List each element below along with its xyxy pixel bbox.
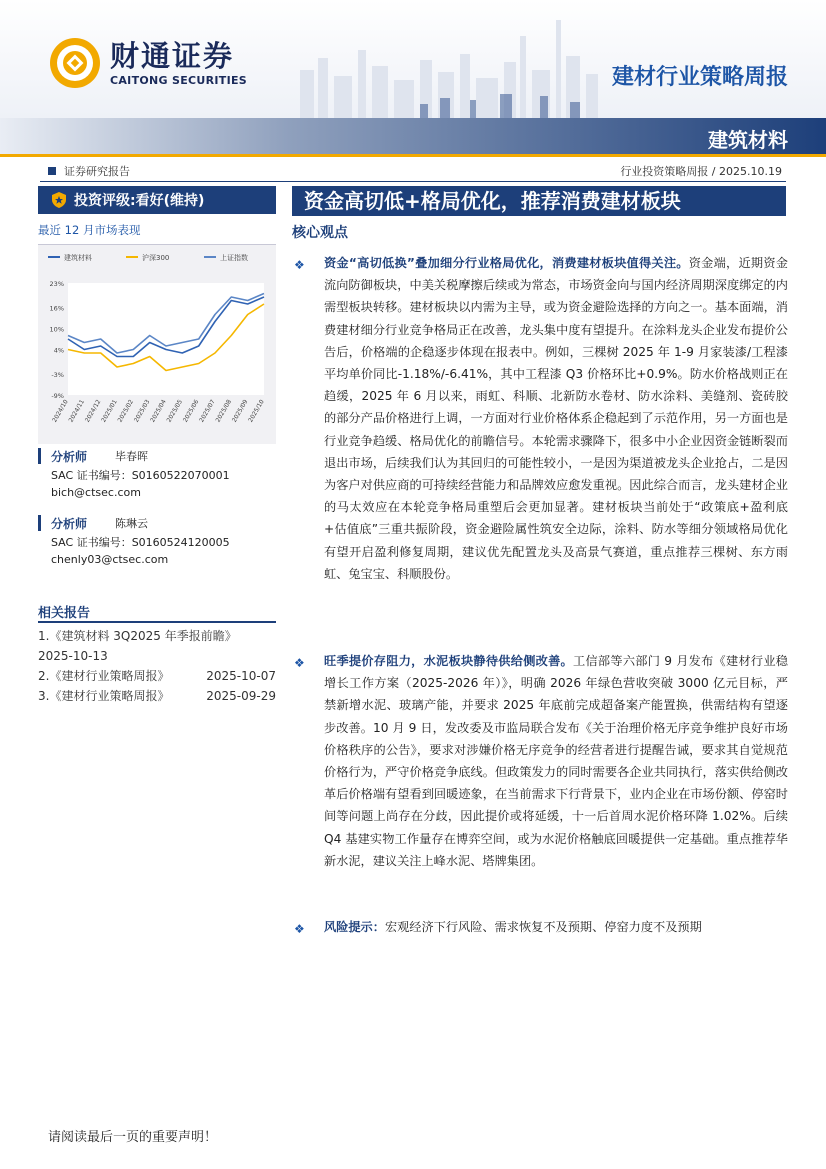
performance-title: 最近 12 月市场表现: [38, 223, 141, 237]
related-report-date-row: [38, 646, 276, 666]
y-tick-label: 23%: [49, 280, 64, 288]
related-report-title: 1.《建筑材料 3Q2025 年季报前瞻》: [38, 629, 237, 643]
x-tick-label: 2024/12: [83, 398, 103, 424]
related-report-item[interactable]: [38, 686, 276, 706]
core-view-1: [294, 252, 788, 585]
sector-tag: 建筑材料: [708, 128, 788, 152]
performance-chart-svg: [38, 245, 276, 445]
analyst-label: 分析师: [51, 516, 88, 531]
x-tick-label: 2025/04: [149, 398, 168, 424]
report-type-title: 建材行业策略周报: [611, 65, 788, 90]
report-series-date: 行业投资策略周报 / 2025.10.19: [620, 165, 782, 178]
analyst-card-1: [38, 448, 276, 499]
analyst-name: 陈琳云: [115, 517, 148, 530]
related-report-title: 3.《建材行业策略周报》: [38, 689, 170, 703]
related-report-item[interactable]: [38, 626, 276, 646]
square-bullet-icon: [48, 167, 56, 175]
sub-header-row: [40, 163, 786, 181]
analyst-cert: SAC 证书编号：S0160522070001: [51, 469, 230, 482]
risk-warning: [294, 916, 788, 938]
diamond-bullet-icon: ❖: [294, 656, 305, 670]
x-tick-label: 2025/10: [247, 398, 266, 424]
brand-name-cn: 财通证券: [110, 38, 235, 73]
risk-text: 宏观经济下行风险、需求恢复不及预期、停窑力度不及预期: [384, 920, 702, 934]
legend-label: 上证指数: [220, 254, 248, 262]
x-tick-label: 2025/07: [198, 398, 217, 424]
related-report-date: 2025-09-29: [206, 689, 276, 703]
x-tick-label: 2024/11: [67, 398, 87, 424]
page-header: [0, 0, 826, 162]
analyst-email[interactable]: chenly03@ctsec.com: [51, 553, 169, 566]
rating-label: 投资评级:看好(维持): [74, 193, 205, 209]
rating-bar: [38, 186, 276, 214]
x-tick-label: 2025/03: [132, 398, 152, 424]
x-tick-label: 2025/01: [100, 398, 119, 424]
report-headline: 资金高切低+格局优化，推荐消费建材板块: [292, 186, 786, 216]
related-reports-title: 相关报告: [38, 606, 91, 621]
core-view-lead: 旺季提价存阻力，水泥板块静待供给侧改善。: [324, 654, 574, 668]
x-tick-label: 2025/05: [165, 398, 185, 424]
core-view-2: [294, 650, 788, 872]
divider: [38, 621, 276, 623]
legend-label: 沪深300: [142, 254, 170, 262]
risk-lead: 风险提示：: [324, 920, 385, 934]
y-tick-label: 4%: [53, 346, 64, 355]
divider: [40, 181, 786, 182]
analyst-label: 分析师: [51, 449, 88, 464]
analyst-email[interactable]: bich@ctsec.com: [51, 486, 141, 499]
y-tick-label: 16%: [49, 304, 64, 313]
core-view-text: 工信部等六部门 9 月发布《建材行业稳增长工作方案（2025-2026 年）》，明确 2026 年绿色营收突破 3000 亿元目标，严禁新增水泥、玻璃产能，并要求 2025 年底前完成超备案产能置换，供需结构有望逐步改善。10 月 9 日，发改委及市监局联合发布《关于治理价格无序竞争维护良好市场价格秩序的公告》，要求对涉嫌价格无序竞争的经营者进行提醒告诫，要求其自觉规范价格行为，严守价格竞争底线。但政策发力的同时需要各企业共同执行，落实供给侧改革后价格端有望看到回暖迹象，在当前需求下行背景下，业内企业在市场份额、停窑时间等问题上尚存在分歧，因此提价或将延缓，十一后首周水泥价格环降 1.02%。后续 Q4 基建实物工作量存在博弈空间，或为水泥价格触底回暖提供一定基础。重点推荐华新水泥，建议关注上峰水泥、塔牌集团。: [324, 654, 788, 868]
related-report-item[interactable]: [38, 666, 276, 686]
related-report-date: 2025-10-07: [206, 669, 276, 683]
legend-label: 建筑材料: [64, 254, 92, 262]
core-view-lead: 资金“高切低换”叠加细分行业格局优化，消费建材板块值得关注。: [324, 256, 689, 270]
analyst-name: 毕春晖: [115, 450, 148, 463]
related-reports-list: [38, 626, 276, 706]
x-tick-label: 2025/02: [116, 398, 136, 424]
y-tick-label: -9%: [51, 392, 64, 400]
diamond-bullet-icon: ❖: [294, 922, 305, 936]
research-report-label: 证券研究报告: [64, 165, 130, 178]
core-views-title: 核心观点: [292, 225, 348, 241]
related-report-date: 2025-10-13: [38, 649, 108, 663]
y-tick-label: 10%: [49, 325, 64, 334]
brand-logo: [48, 36, 247, 90]
shield-star-icon: [52, 192, 66, 208]
x-tick-label: 2024/10: [51, 398, 70, 424]
performance-chart: [38, 244, 276, 444]
x-tick-label: 2025/08: [214, 398, 234, 424]
analyst-cert: SAC 证书编号：S0160524120005: [51, 536, 230, 549]
y-tick-label: -3%: [51, 371, 64, 379]
left-column: [38, 186, 276, 444]
related-report-title: 2.《建材行业策略周报》: [38, 669, 170, 683]
logo-mark-icon: [48, 36, 102, 90]
disclaimer-note: 请阅读最后一页的重要声明！: [48, 1130, 218, 1145]
x-tick-label: 2025/06: [181, 398, 201, 424]
analyst-card-2: [38, 515, 276, 566]
brand-name-en: CAITONG SECURITIES: [110, 73, 248, 87]
core-view-text: 资金端，近期资金流向防御板块，中美关税摩擦后续或为常态，市场资金向与国内经济周期深度绑定的内需型板块转移。建材板块以内需为主导，或为资金避险选择的方向之一。基本面端，消费建材细分行业竞争格局正在改善，龙头集中度有望提升。在涂料龙头企业发布提价公告后，价格端的企稳逐步体现在报表中。例如，三棵树 2025 年 1-9 月家装漆/工程漆平均单价同比-1.18%/-6.41%，其中工程漆 Q3 价格环比+0.9%。防水价格战则正在趋缓，2025 年 6 月以来，雨虹、科顺、北新防水卷材、防水涂料、美缝剂、瓷砖胶的部分产品价格进行上调，一方面对行业价格体系企稳起到了示范作用，另一方面也是行业竞争趋缓、格局优化的前瞻信号。本轮需求骤降下，很多中小企业因资金链断裂而退出市场，后续我们认为其回归的可能性较小，一是因为渠道被龙头企业抢占，二是因为客户对供应商的可持续经营能力和品牌效应愈发重视。因此综合而言，龙头建材企业的马太效应在本轮竞争格局重塑后会更加显著。建材板块当前处于“政策底+盈利底+估值底”三重共振阶段，资金避险属性筑安全边际，涂料、防水等细分领域格局优化有望开启盈利修复周期，建议优先配置龙头及高景气赛道，重点推荐三棵树、东方雨虹、兔宝宝、科顺股份。: [324, 256, 788, 581]
diamond-bullet-icon: ❖: [294, 258, 305, 272]
x-tick-label: 2025/09: [230, 398, 250, 424]
